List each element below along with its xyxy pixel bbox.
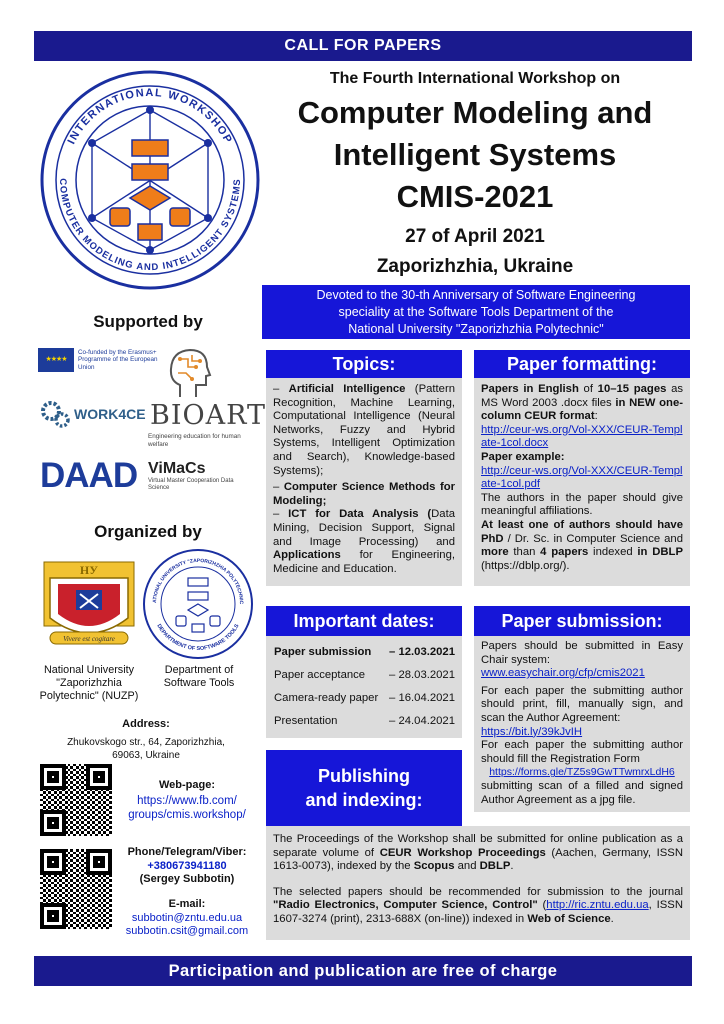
erasmus-logo [38,347,158,373]
crest-letters: НУ [79,563,99,577]
web-link[interactable] [118,794,256,822]
submission-body [474,636,690,812]
phone-person: (Sergey Subbotin) [139,873,235,885]
submission-p1: Papers should be submitted in Easy Chair system: [481,640,683,666]
devoted-line-2: speciality at the Software Tools Department of the [338,305,614,319]
bioart-logo [148,345,267,453]
web-qr-code[interactable] [40,764,112,836]
devoted-line-1: Devoted to the 30-th Anniversary of Software Engineering [316,288,636,302]
department-logo-graphic [142,548,254,660]
web-label: Web-page: [158,779,216,791]
date-row-submission [274,646,455,658]
paper-example-label: Paper example: [481,450,565,463]
publishing-p2: The selected papers should be recommended for submission to the journal "Radio Electronics, Computer Science, Control" (http://ric.zntu.edu.ua, ISSN 1607-3274 (print), 2313-688X (on-line)) indexed in Web of Science. [273,885,683,925]
logo-ring-bottom: COMPUTER MODELING AND INTELLIGENT SYSTEMS [56,178,244,274]
publishing-body [266,826,690,940]
supported-heading: Supported by [93,312,203,331]
web-link-line-2[interactable]: groups/cmis.workshop/ [128,809,246,821]
workshop-date: 27 of April 2021 [405,226,545,247]
footer-text: Participation and publication are free of charge [168,962,558,980]
workshop-subtitle: The Fourth International Workshop on [329,70,621,87]
footer-banner [34,956,692,986]
email-label: E-mail: [168,898,206,910]
department-ring-bottom: DEPARTMENT OF SOFTWARE TOOLS [155,623,241,653]
date-row-camera-ready [274,692,455,704]
date-label: Presentation [274,715,338,727]
department-name-line-2: Software Tools [163,677,235,689]
publishing-title-line-2: and indexing: [305,790,423,810]
nuzp-name [38,664,140,703]
devoted-box [262,285,690,339]
workshop-place: Zaporizhzhia, Ukraine [376,256,574,277]
contacts-block [118,778,256,822]
formatting-p3: At least one of authors should have PhD / Dr. Sc. in Computer Science and more than 4 papers indexed in DBLP (https://dblp.org/). [481,518,683,572]
vimacs-logo [148,460,248,500]
template-pdf-link[interactable]: http://ceur-ws.org/Vol-XXX/CEUR-Template-1col.pdf [481,464,683,491]
formatting-p2: The authors in the paper should give meaningful affiliations. [481,491,683,518]
phone-block [118,846,256,887]
date-label: Camera-ready paper [274,692,379,704]
submission-p2: For each paper the submitting author should print, fill, manually sign, and scan the Author Agreement: [481,684,683,724]
department-ring-top: ATIONAL UNIVERSITY "ZAPORIZHZHIA POLYTECHNIC [151,557,245,605]
email-block [118,898,256,939]
vimacs-subtitle: Virtual Master Cooperation Data Science [148,478,234,491]
department-logo [142,548,254,660]
email-1[interactable]: subbotin@zntu.edu.ua [131,911,243,924]
formatting-body [474,378,690,586]
head-circuit-icon [166,345,212,401]
journal-link[interactable]: http://ric.zntu.edu.ua [546,899,649,912]
date-value: – 12.03.2021 [389,646,455,658]
topics-title: Topics: [266,350,462,378]
work4ce-text: WORK4CE [74,406,146,422]
publishing-title [266,750,462,826]
submission-p4: submitting scan of a filled and signed Author Agreement as a jpg file. [481,779,683,806]
contact-qr-code[interactable] [40,849,112,929]
nuzp-name-line-1: National University [43,664,134,676]
address-line-1: Zhukovskogo str., 64, Zaporizhzhia, [67,737,225,748]
date-row-presentation [274,715,455,727]
topic-ict: – ICT for Data Analysis (Data Mining, Decision Support, Signal and Image Processing) and Applications for Engineering, Medicine and Education. [273,508,455,575]
topics-body [266,378,462,586]
title-line-3: CMIS-2021 [396,179,554,214]
daad-logo: DAAD [40,456,138,495]
title-line-1: Computer Modeling and [297,95,653,130]
submission-p3: For each paper the submitting author should fill the Registration Form [481,739,683,765]
registration-form-link[interactable]: https://forms.gle/TZ5s9GwTTwmrxLdH6 [489,766,675,779]
eu-flag-icon: ★★★★ [38,348,74,372]
email-2[interactable]: subbotin.csit@gmail.com [125,925,249,937]
date-label: Paper acceptance [274,669,366,681]
title-line-2: Intelligent Systems [333,137,617,172]
bioart-subtitle: Engineering education for human welfare [148,433,241,448]
work4ce-logo [40,398,148,430]
dates-title: Important dates: [266,606,462,636]
topic-modeling: – Computer Science Methods for Modeling; [273,481,456,507]
date-row-acceptance [274,669,455,681]
date-label: Paper submission [274,646,372,658]
nuzp-crest [40,548,138,658]
university-crest-icon [40,548,138,658]
address-line-2: 69063, Ukraine [112,749,180,761]
date-value: – 24.04.2021 [389,715,455,727]
banner-text: CALL FOR PAPERS [284,37,442,54]
crest-motto: Vivere est cogitare [63,635,115,643]
phone-label: Phone/Telegram/Viber: [127,846,247,858]
workshop-logo-graphic [38,68,262,292]
nuzp-name-line-2: "Zaporizhzhia [56,677,122,689]
author-agreement-link[interactable]: https://bit.ly/39kJvIH [481,725,583,738]
vimacs-wordmark: ViMaCs [148,460,206,477]
top-banner [34,31,692,61]
submission-title: Paper submission: [474,606,690,636]
formatting-title: Paper formatting: [474,350,690,378]
publishing-title-line-1: Publishing [318,766,410,786]
workshop-logo [38,68,262,292]
date-value: – 16.04.2021 [389,692,455,704]
date-value: – 28.03.2021 [389,669,455,681]
web-link-line-1[interactable]: https://www.fb.com/ [137,795,237,807]
bioart-wordmark: BIOART [150,400,267,431]
department-name-line-1: Department of [164,664,234,676]
formatting-p1: Papers in English of 10–15 pages as MS Word 2003 .docx files in NEW one-column CEUR format: [481,383,684,423]
gear-icon [40,399,72,429]
erasmus-text: Co-funded by the Erasmus+ Programme of the European Union [78,348,158,371]
address-label: Address: [122,718,170,730]
phone-number[interactable]: +380673941180 [147,859,227,872]
devoted-line-3: National University "Zaporizhzhia Polytechnic" [348,322,604,336]
dates-body [266,636,462,738]
topic-ai: – Artificial Intelligence (Pattern Recognition, Machine Learning, Computational Intelligence (Neural Networks, Fuzzy and Hybrid Systems, Intelligent Optimization and Search), Knowledge-based Systems); [273,383,455,477]
address-text [38,737,254,762]
easychair-link[interactable]: www.easychair.org/cfp/cmis2021 [481,667,645,680]
department-name [145,664,253,690]
template-docx-link[interactable]: http://ceur-ws.org/Vol-XXX/CEUR-Template-1col.docx [481,423,683,450]
publishing-p1: The Proceedings of the Workshop shall be submitted for online publication as a separate volume of CEUR Workshop Proceedings (Aachen, Germany, ISSN 1613-0073), indexed by the Scopus and DBLP. [273,833,683,873]
logo-ring-top: INTERNATIONAL WORKSHOP [65,86,235,147]
nuzp-name-line-3: Polytechnic" (NUZP) [39,690,139,702]
organized-heading: Organized by [94,522,202,541]
